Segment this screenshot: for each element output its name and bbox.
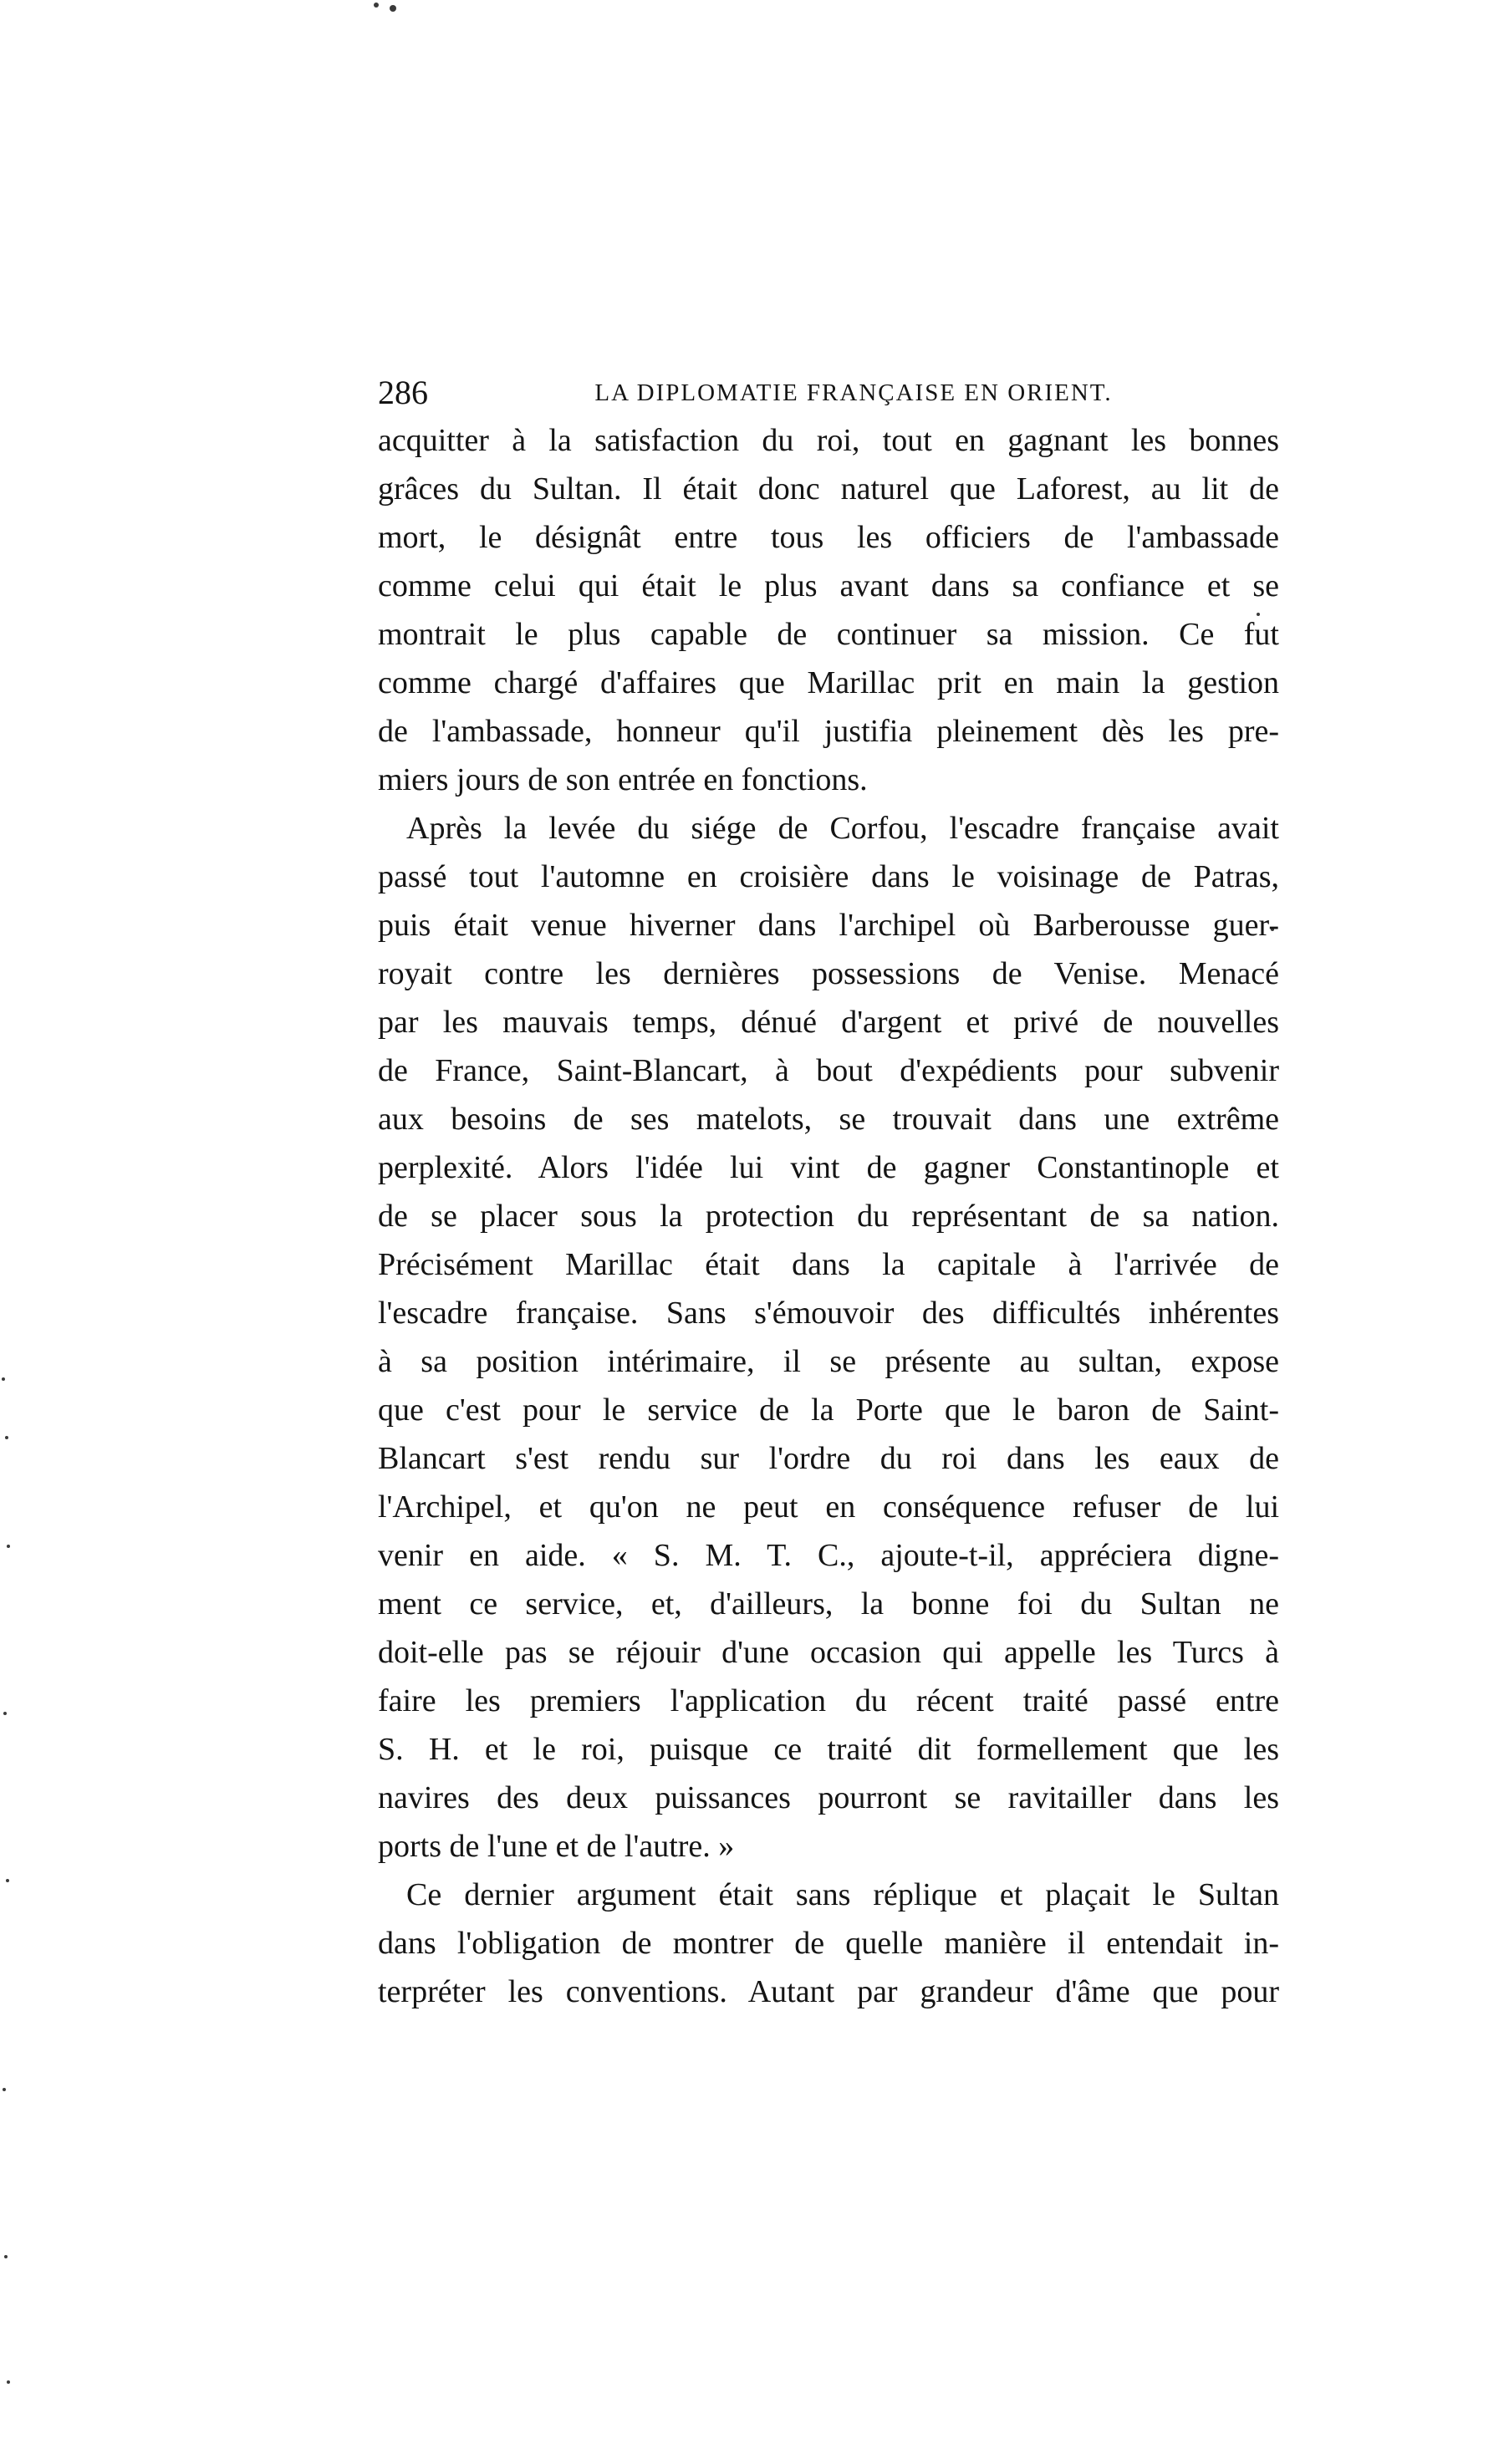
text-line: royait contre les dernières possessions de Venise. Menacé [378, 956, 1279, 991]
text-line: grâces du Sultan. Il était donc naturel que Laforest, au lit de [378, 471, 1279, 507]
text-line: comme celui qui était le plus avant dans sa confiance et se [378, 568, 1279, 603]
text-line: navires des deux puissances pourront se ravitailler dans les [378, 1780, 1279, 1815]
text-line: aux besoins de ses matelots, se trouvait dans une extrême [378, 1102, 1279, 1137]
text-line: faire les premiers l'application du récent traité passé entre [378, 1683, 1279, 1718]
text-line: mort, le désignât entre tous les officiers de l'ambassade [378, 520, 1279, 555]
paragraph [378, 804, 1279, 1871]
text-line: de l'ambassade, honneur qu'il justifia pleinement dès les pre- [378, 714, 1279, 749]
page-header [378, 368, 1279, 418]
text-line: venir en aide. « S. M. T. C., ajoute-t-il, appréciera digne- [378, 1538, 1279, 1573]
text-line: l'escadre française. Sans s'émouvoir des difficultés inhérentes [378, 1296, 1279, 1331]
text-line: ports de l'une et de l'autre. » [378, 1829, 735, 1864]
scan-speck [7, 1545, 10, 1548]
scan-speck [2, 1377, 5, 1381]
text-line: l'Archipel, et qu'on ne peut en conséquence refuser de lui [378, 1489, 1279, 1525]
text-line: passé tout l'automne en croisière dans le voisinage de Patras, [378, 859, 1279, 894]
scan-speck [3, 1712, 7, 1715]
scan-speck [6, 1879, 9, 1882]
scan-speck [7, 2380, 10, 2384]
text-line: Après la levée du siége de Corfou, l'escadre française avait [406, 811, 1279, 846]
scan-speck [3, 2088, 6, 2091]
text-line: Blancart s'est rendu sur l'ordre du roi dans les eaux de [378, 1441, 1279, 1476]
text-line: Précisément Marillac était dans la capitale à l'arrivée de [378, 1247, 1279, 1282]
text-line: montrait le plus capable de continuer sa mission. Ce fut [378, 617, 1279, 652]
text-line: de France, Saint-Blancart, à bout d'expédients pour subvenir [378, 1053, 1279, 1088]
scan-speck [5, 1436, 8, 1439]
page-number: 286 [378, 374, 428, 411]
text-line: S. H. et le roi, puisque ce traité dit formellement que les [378, 1732, 1279, 1767]
text-line: dans l'obligation de montrer de quelle manière il entendait in- [378, 1926, 1279, 1961]
running-head: LA DIPLOMATIE FRANÇAISE EN ORIENT. [594, 379, 1113, 406]
text-line: de se placer sous la protection du représentant de sa nation. [378, 1199, 1279, 1234]
text-line: Ce dernier argument était sans réplique et plaçait le Sultan [406, 1877, 1279, 1912]
scan-speck [390, 5, 396, 12]
text-line: acquitter à la satisfaction du roi, tout en gagnant les bonnes [378, 423, 1279, 458]
paragraph [378, 416, 1279, 804]
text-line: que c'est pour le service de la Porte que le baron de Saint- [378, 1392, 1279, 1428]
text-line: par les mauvais temps, dénué d'argent et privé de nouvelles [378, 1005, 1279, 1040]
scan-speck [374, 3, 379, 8]
text-line: ment ce service, et, d'ailleurs, la bonne foi du Sultan ne [378, 1586, 1279, 1621]
text-line: comme chargé d'affaires que Marillac prit en main la gestion [378, 665, 1279, 700]
paragraph [378, 1871, 1279, 2016]
scan-speck [4, 2255, 8, 2258]
text-line: à sa position intérimaire, il se présente au sultan, expose [378, 1344, 1279, 1379]
text-line: terpréter les conventions. Autant par grandeur d'âme que pour [378, 1974, 1279, 2009]
text-line: perplexité. Alors l'idée lui vint de gagner Constantinople et [378, 1150, 1279, 1185]
body-text [378, 416, 1279, 2016]
text-line: miers jours de son entrée en fonctions. [378, 762, 868, 797]
text-line: doit-elle pas se réjouir d'une occasion qui appelle les Turcs à [378, 1635, 1279, 1670]
text-line: puis était venue hiverner dans l'archipel où Barberousse guer- [378, 908, 1279, 943]
